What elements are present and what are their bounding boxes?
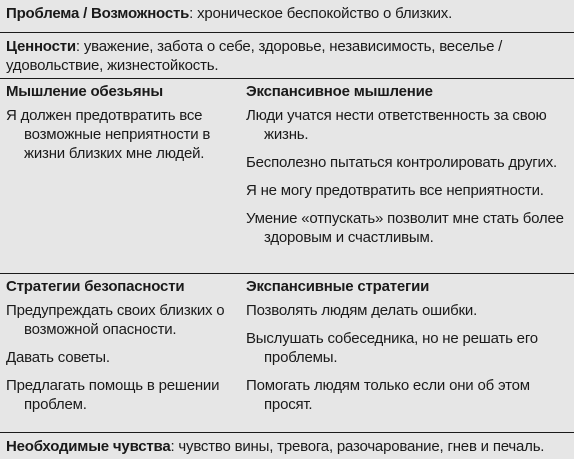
list-item: Я не могу предотвратить все неприятности. xyxy=(246,182,544,199)
expansive-thinking-title: Экспансивное мышление xyxy=(246,83,433,100)
strategies-row xyxy=(0,273,574,432)
list-item: Бесполезно пытаться контролировать других. xyxy=(246,154,557,171)
feelings-text: : чувство вины, тревога, разочарование, гнев и печаль. xyxy=(170,438,545,455)
list-item: Давать советы. xyxy=(6,349,110,366)
problem-text: : хроническое беспокойство о близких. xyxy=(189,5,453,22)
list-item: Предупреждать своих близких о возможной опасности. xyxy=(6,302,225,338)
feelings-label: Необходимые чувства xyxy=(6,438,171,455)
safety-strategies-column xyxy=(6,274,234,414)
values-row xyxy=(0,32,574,78)
expansive-thinking-column xyxy=(246,79,568,247)
monkey-thinking-column xyxy=(6,79,234,163)
list-item: Я должен предотвратить все возможные неприятности в жизни близких мне людей. xyxy=(6,107,211,162)
problem-label: Проблема / Возможность xyxy=(6,5,190,22)
feelings-row xyxy=(0,432,574,459)
list-item: Умение «отпускать» позволит мне стать более здоровым и счастливым. xyxy=(246,210,564,246)
problem-row xyxy=(0,0,574,32)
values-text: : уважение, забота о себе, здоровье, независимость, веселье / удовольствие, жизнестойкость. xyxy=(6,38,503,74)
list-item: Позволять людям делать ошибки. xyxy=(246,302,478,319)
values-label: Ценности xyxy=(6,38,76,55)
list-item: Люди учатся нести ответственность за свою жизнь. xyxy=(246,107,547,143)
expansive-strategies-title: Экспансивные стратегии xyxy=(246,278,430,295)
expansive-strategies-column xyxy=(246,274,568,414)
list-item: Помогать людям только если они об этом просят. xyxy=(246,377,530,413)
list-item: Предлагать помощь в решении проблем. xyxy=(6,377,220,413)
safety-strategies-title: Стратегии безопасности xyxy=(6,278,185,295)
list-item: Выслушать собеседника, но не решать его проблемы. xyxy=(246,330,538,366)
monkey-thinking-title: Мышление обезьяны xyxy=(6,83,163,100)
thinking-row xyxy=(0,78,574,273)
